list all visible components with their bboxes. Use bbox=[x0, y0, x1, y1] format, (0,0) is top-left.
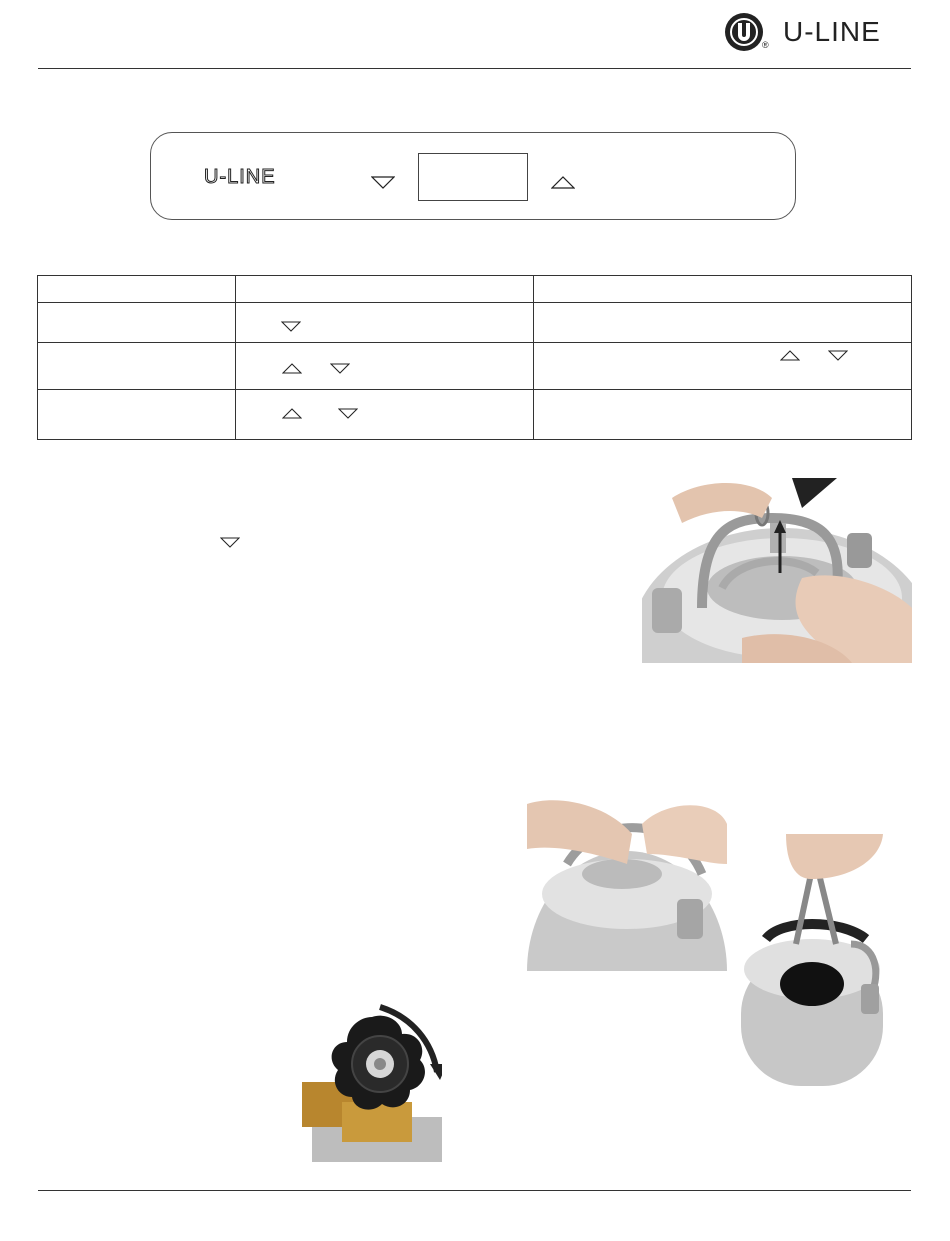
panel-brand-logo bbox=[204, 163, 294, 189]
up-triangle-icon bbox=[780, 350, 800, 361]
table-row bbox=[38, 390, 912, 440]
keg-lid-removal-photo bbox=[741, 834, 883, 1086]
table-row bbox=[38, 303, 912, 343]
table-header-row bbox=[38, 276, 912, 303]
down-triangle-icon bbox=[828, 350, 848, 361]
co2-tank-valve-photo bbox=[302, 1002, 442, 1162]
table-cell bbox=[534, 276, 912, 303]
header-rule bbox=[38, 68, 911, 69]
table-cell bbox=[38, 343, 236, 390]
table-cell bbox=[236, 276, 534, 303]
table-cell bbox=[236, 303, 534, 343]
table-row bbox=[38, 343, 912, 390]
keg-lid-press-photo bbox=[527, 794, 727, 971]
brand-wordmark: U-LINE bbox=[783, 16, 881, 47]
footer-rule bbox=[38, 1190, 911, 1191]
down-triangle-icon bbox=[281, 321, 301, 332]
table-cell bbox=[38, 276, 236, 303]
table-cell bbox=[534, 390, 912, 440]
keg-relief-valve-photo bbox=[642, 478, 912, 663]
panel-up-button[interactable] bbox=[551, 176, 575, 190]
table-cell bbox=[236, 343, 534, 390]
panel-brand-text: U-LINE bbox=[204, 166, 276, 188]
down-triangle-icon bbox=[338, 408, 358, 419]
settings-table bbox=[37, 275, 912, 440]
down-triangle-icon bbox=[330, 363, 350, 374]
up-triangle-icon bbox=[282, 363, 302, 374]
table-cell bbox=[236, 390, 534, 440]
up-triangle-icon bbox=[282, 408, 302, 419]
table-cell bbox=[534, 303, 912, 343]
table-cell bbox=[38, 303, 236, 343]
table-cell bbox=[534, 343, 912, 390]
panel-down-button[interactable] bbox=[371, 176, 395, 190]
down-triangle-icon bbox=[220, 537, 240, 548]
up-triangle-icon bbox=[552, 177, 574, 188]
panel-display bbox=[418, 153, 528, 201]
registered-mark: ® bbox=[762, 40, 769, 50]
down-triangle-icon bbox=[372, 177, 394, 188]
table-cell bbox=[38, 390, 236, 440]
